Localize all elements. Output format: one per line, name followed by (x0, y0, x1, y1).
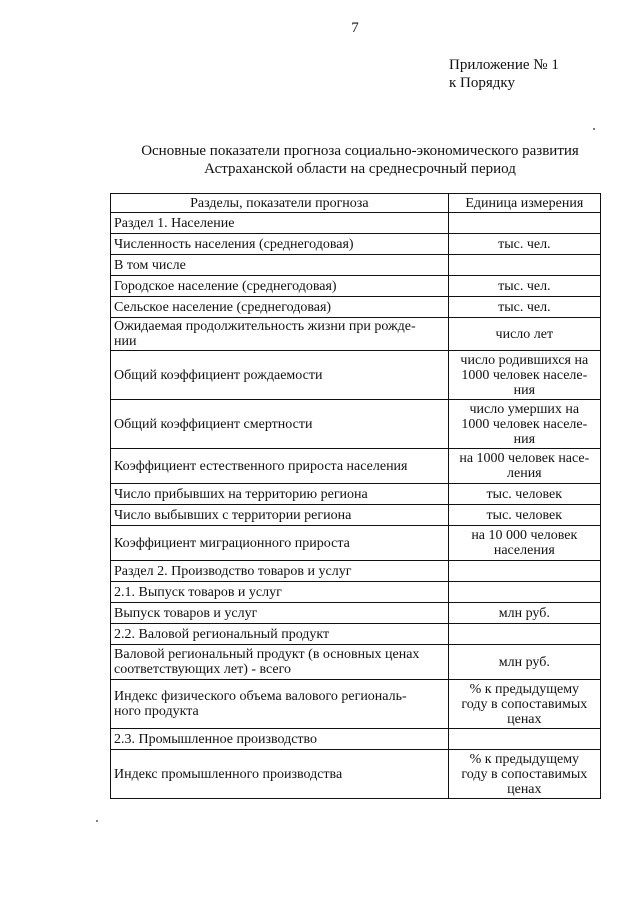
row-name: Индекс промышленного производства (111, 750, 449, 799)
document-title-line-2: Астраханской области на среднесрочный период (204, 161, 516, 177)
row-unit (448, 729, 600, 750)
row-name: В том числе (111, 255, 449, 276)
row-name: 2.3. Промышленное производство (111, 729, 449, 750)
table-row (111, 603, 601, 624)
row-name: 2.2. Валовой региональный продукт (111, 624, 449, 645)
row-unit: число лет (448, 318, 600, 351)
table-row (111, 526, 601, 561)
document-title-line-1: Основные показатели прогноза социально-экономического развития (141, 143, 579, 159)
row-unit: млн руб. (448, 603, 600, 624)
row-unit: на 1000 человек насе- ления (448, 449, 600, 484)
row-unit: тыс. человек (448, 505, 600, 526)
table-row (111, 505, 601, 526)
table-row (111, 400, 601, 449)
table-row (111, 484, 601, 505)
header-indicators: Разделы, показатели прогноза (111, 194, 449, 213)
row-unit: число умерших на 1000 человек населе- ния (448, 400, 600, 449)
row-name: Выпуск товаров и услуг (111, 603, 449, 624)
row-name: Городское население (среднегодовая) (111, 276, 449, 297)
indicators-table (110, 193, 601, 799)
row-name: Общий коэффициент смертности (111, 400, 449, 449)
table-row (111, 449, 601, 484)
row-unit (448, 561, 600, 582)
row-name: Коэффициент миграционного прироста (111, 526, 449, 561)
row-name: Индекс физического объема валового региональ- ного продукта (111, 680, 449, 729)
table-row (111, 561, 601, 582)
row-name: Число прибывших на территорию региона (111, 484, 449, 505)
table-row (111, 255, 601, 276)
row-name: 2.1. Выпуск товаров и услуг (111, 582, 449, 603)
table-row (111, 680, 601, 729)
table-row (111, 624, 601, 645)
table-row (111, 582, 601, 603)
row-name: Коэффициент естественного прироста населения (111, 449, 449, 484)
row-unit: % к предыдущему году в сопоставимых ценах (448, 680, 600, 729)
appendix-line-2: к Порядку (449, 75, 515, 91)
appendix-reference (449, 56, 559, 92)
row-name: Численность населения (среднегодовая) (111, 234, 449, 255)
row-unit: тыс. человек (448, 484, 600, 505)
row-unit: млн руб. (448, 645, 600, 680)
row-unit (448, 624, 600, 645)
scan-speck (593, 128, 595, 130)
row-unit: % к предыдущему году в сопоставимых ценах (448, 750, 600, 799)
row-unit: тыс. чел. (448, 297, 600, 318)
row-unit (448, 582, 600, 603)
row-unit: тыс. чел. (448, 234, 600, 255)
table-header-row (111, 194, 601, 213)
table-row (111, 213, 601, 234)
table-row (111, 234, 601, 255)
table-row (111, 297, 601, 318)
table-row (111, 729, 601, 750)
page-number: 7 (351, 20, 359, 36)
row-unit (448, 213, 600, 234)
scan-speck (96, 820, 98, 822)
row-unit: на 10 000 человек населения (448, 526, 600, 561)
row-name: Валовой региональный продукт (в основных ценах соответствующих лет) - всего (111, 645, 449, 680)
table-row (111, 351, 601, 400)
row-unit: тыс. чел. (448, 276, 600, 297)
row-name: Раздел 2. Производство товаров и услуг (111, 561, 449, 582)
table-row (111, 318, 601, 351)
document-title (110, 142, 610, 178)
appendix-line-1: Приложение № 1 (449, 57, 559, 73)
table-row (111, 645, 601, 680)
table-row (111, 276, 601, 297)
row-name: Раздел 1. Население (111, 213, 449, 234)
row-unit: число родившихся на 1000 человек населе- ния (448, 351, 600, 400)
row-name: Сельское население (среднегодовая) (111, 297, 449, 318)
row-name: Общий коэффициент рождаемости (111, 351, 449, 400)
header-unit: Единица измерения (448, 194, 600, 213)
row-unit (448, 255, 600, 276)
row-name: Число выбывших с территории региона (111, 505, 449, 526)
table-row (111, 750, 601, 799)
row-name: Ожидаемая продолжительность жизни при рожде- нии (111, 318, 449, 351)
